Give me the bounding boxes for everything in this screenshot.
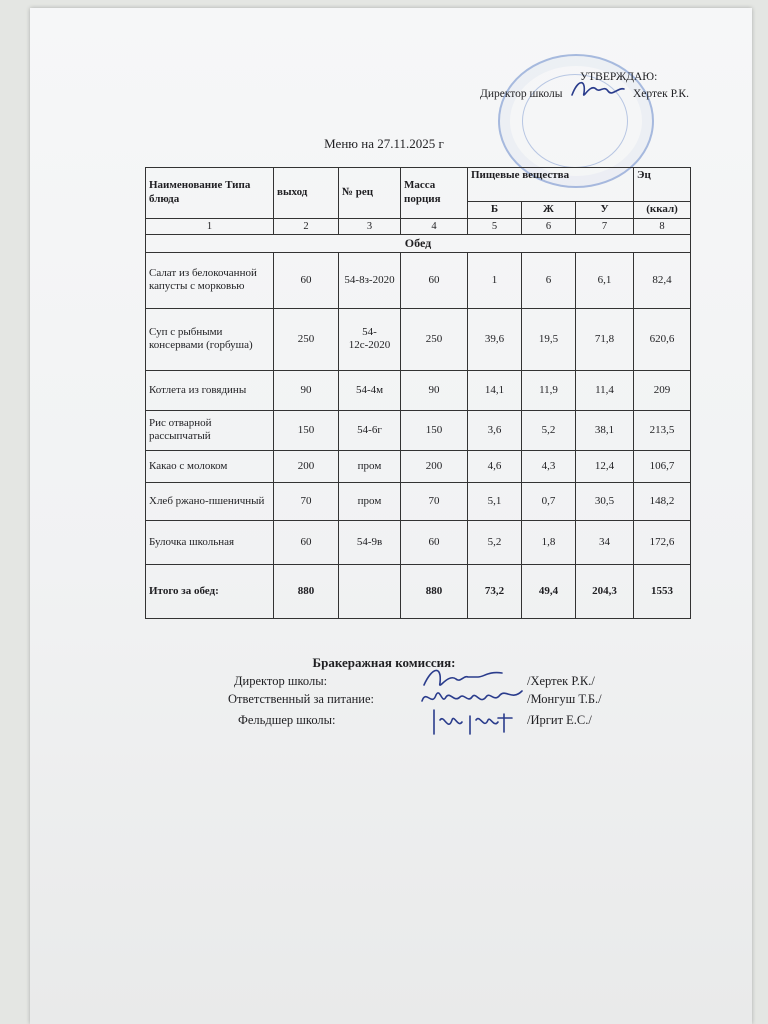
header-nutrients: Пищевые вещества bbox=[468, 168, 634, 202]
menu-table bbox=[145, 167, 691, 619]
commission-role: Директор школы: bbox=[234, 674, 328, 688]
dish-carbs: 30,5 bbox=[576, 482, 634, 520]
table-row bbox=[146, 410, 691, 450]
dish-recipe: пром bbox=[339, 482, 401, 520]
dish-mass: 250 bbox=[401, 308, 468, 370]
col-number: 2 bbox=[274, 218, 339, 234]
commission-role: Фельдшер школы: bbox=[238, 713, 336, 727]
commission-name: /Монгуш Т.Б./ bbox=[527, 692, 602, 706]
dish-output: 60 bbox=[274, 252, 339, 308]
dish-fat: 19,5 bbox=[522, 308, 576, 370]
col-number: 5 bbox=[468, 218, 522, 234]
dish-output: 90 bbox=[274, 370, 339, 410]
commission-role: Ответственный за питание: bbox=[228, 692, 375, 706]
header-recipe: № рец bbox=[339, 168, 401, 219]
table-header-row bbox=[146, 168, 691, 202]
dish-recipe: 54-6г bbox=[339, 410, 401, 450]
col-number: 7 bbox=[576, 218, 634, 234]
dish-name: Суп с рыбными консервами (горбуша) bbox=[146, 308, 274, 370]
dish-name: Хлеб ржано-пшеничный bbox=[146, 482, 274, 520]
dish-carbs: 34 bbox=[576, 520, 634, 564]
dish-energy: 106,7 bbox=[634, 450, 691, 482]
dish-mass: 90 bbox=[401, 370, 468, 410]
dish-protein: 3,6 bbox=[468, 410, 522, 450]
dish-name: Котлета из говядины bbox=[146, 370, 274, 410]
dish-energy: 172,6 bbox=[634, 520, 691, 564]
commission-name: /Иргит Е.С./ bbox=[527, 713, 592, 727]
dish-output: 70 bbox=[274, 482, 339, 520]
dish-mass: 60 bbox=[401, 520, 468, 564]
dish-energy: 620,6 bbox=[634, 308, 691, 370]
menu-title: Меню на 27.11.2025 г bbox=[324, 136, 444, 151]
header-fat: Ж bbox=[522, 202, 576, 219]
dish-energy: 148,2 bbox=[634, 482, 691, 520]
dish-fat: 6 bbox=[522, 252, 576, 308]
dish-mass: 70 bbox=[401, 482, 468, 520]
dish-output: 150 bbox=[274, 410, 339, 450]
total-mass: 880 bbox=[401, 564, 468, 618]
dish-energy: 82,4 bbox=[634, 252, 691, 308]
section-title: Обед bbox=[146, 234, 691, 252]
dish-recipe: 54-4м bbox=[339, 370, 401, 410]
dish-name: Булочка школьная bbox=[146, 520, 274, 564]
col-number: 6 bbox=[522, 218, 576, 234]
table-row bbox=[146, 370, 691, 410]
total-output: 880 bbox=[274, 564, 339, 618]
col-number: 8 bbox=[634, 218, 691, 234]
dish-name: Рис отварной рассыпчатый bbox=[146, 410, 274, 450]
total-carbs: 204,3 bbox=[576, 564, 634, 618]
dish-mass: 200 bbox=[401, 450, 468, 482]
dish-energy: 209 bbox=[634, 370, 691, 410]
total-fat: 49,4 bbox=[522, 564, 576, 618]
dish-fat: 0,7 bbox=[522, 482, 576, 520]
dish-fat: 11,9 bbox=[522, 370, 576, 410]
commission-name: /Хертек Р.К./ bbox=[527, 674, 595, 688]
dish-energy: 213,5 bbox=[634, 410, 691, 450]
approval-director-name: Хертек Р.К. bbox=[633, 88, 689, 100]
total-protein: 73,2 bbox=[468, 564, 522, 618]
table-row bbox=[146, 450, 691, 482]
table-row bbox=[146, 308, 691, 370]
dish-carbs: 6,1 bbox=[576, 252, 634, 308]
medic-signature bbox=[428, 706, 528, 738]
dish-fat: 1,8 bbox=[522, 520, 576, 564]
header-mass: Масса порция bbox=[401, 168, 468, 219]
director-signature-top bbox=[568, 75, 628, 105]
dish-recipe: 54-12с-2020 bbox=[339, 308, 401, 370]
section-row bbox=[146, 234, 691, 252]
dish-protein: 39,6 bbox=[468, 308, 522, 370]
dish-carbs: 38,1 bbox=[576, 410, 634, 450]
dish-protein: 1 bbox=[468, 252, 522, 308]
dish-recipe: 54-9в bbox=[339, 520, 401, 564]
table-row bbox=[146, 482, 691, 520]
dish-output: 200 bbox=[274, 450, 339, 482]
approval-heading: УТВЕРЖДАЮ: bbox=[580, 71, 658, 83]
header-energy: Эц bbox=[634, 168, 691, 202]
approval-director-line bbox=[480, 88, 689, 100]
dish-output: 250 bbox=[274, 308, 339, 370]
table-row bbox=[146, 520, 691, 564]
dish-protein: 5,1 bbox=[468, 482, 522, 520]
total-recipe bbox=[339, 564, 401, 618]
col-number: 1 bbox=[146, 218, 274, 234]
header-carbs: У bbox=[576, 202, 634, 219]
dish-protein: 14,1 bbox=[468, 370, 522, 410]
dish-fat: 4,3 bbox=[522, 450, 576, 482]
total-energy: 1553 bbox=[634, 564, 691, 618]
dish-fat: 5,2 bbox=[522, 410, 576, 450]
approval-director-label: Директор школы bbox=[480, 88, 563, 100]
col-number: 4 bbox=[401, 218, 468, 234]
dish-carbs: 12,4 bbox=[576, 450, 634, 482]
total-label: Итого за обед: bbox=[146, 564, 274, 618]
header-protein: Б bbox=[468, 202, 522, 219]
header-name: Наименование Типа блюда bbox=[146, 168, 274, 219]
table-row bbox=[146, 252, 691, 308]
commission-title: Бракеражная комиссия: bbox=[312, 655, 456, 670]
dish-carbs: 71,8 bbox=[576, 308, 634, 370]
dish-name: Салат из белокочанной капусты с морковью bbox=[146, 252, 274, 308]
dish-carbs: 11,4 bbox=[576, 370, 634, 410]
header-output: выход bbox=[274, 168, 339, 219]
header-kcal: (ккал) bbox=[634, 202, 691, 219]
dish-recipe: 54-8з-2020 bbox=[339, 252, 401, 308]
total-row bbox=[146, 564, 691, 618]
dish-recipe: пром bbox=[339, 450, 401, 482]
dish-output: 60 bbox=[274, 520, 339, 564]
dish-mass: 60 bbox=[401, 252, 468, 308]
column-numbers-row bbox=[146, 218, 691, 234]
col-number: 3 bbox=[339, 218, 401, 234]
dish-protein: 5,2 bbox=[468, 520, 522, 564]
dish-name: Какао с молоком bbox=[146, 450, 274, 482]
dish-protein: 4,6 bbox=[468, 450, 522, 482]
dish-mass: 150 bbox=[401, 410, 468, 450]
